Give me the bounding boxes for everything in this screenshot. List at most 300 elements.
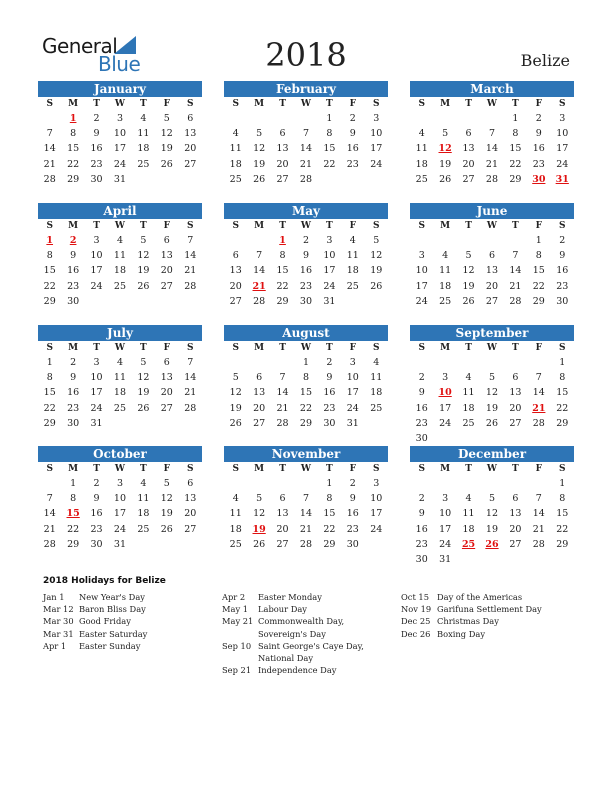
day-cell: 5: [465, 250, 472, 262]
day-cell: 31: [323, 295, 336, 307]
day-cell: 29: [43, 295, 56, 307]
day-cell: 20: [160, 387, 173, 399]
month-grid: [224, 219, 388, 309]
day-cell: 20: [509, 402, 522, 414]
month-header: May: [224, 203, 388, 219]
day-cell: 24: [90, 402, 103, 414]
day-cell: 12: [462, 265, 475, 277]
holiday-date: Apr 2: [222, 592, 246, 602]
day-cell: 8: [326, 493, 333, 505]
day-cell: 22: [276, 280, 289, 292]
day-cell: 28: [253, 295, 266, 307]
day-cell: 9: [93, 128, 100, 140]
empty-day-cell: [85, 294, 108, 309]
empty-day-cell: [527, 355, 550, 370]
day-cell: 24: [439, 538, 452, 550]
holiday-item: [401, 615, 571, 627]
day-cell: 18: [462, 402, 475, 414]
day-cell: 10: [370, 128, 383, 140]
weekday-label: M: [68, 343, 79, 353]
day-cell: 3: [116, 478, 123, 489]
month-january: [38, 81, 202, 187]
day-cell: 23: [415, 417, 428, 429]
empty-day-cell: [224, 111, 247, 126]
calendar-year: 2018: [265, 36, 347, 74]
day-cell: 24: [439, 417, 452, 429]
weekday-label: W: [300, 221, 312, 231]
empty-day-cell: [410, 476, 433, 491]
day-cell: 10: [90, 250, 103, 262]
weekday-label: W: [114, 464, 126, 474]
day-cell: 2: [93, 113, 100, 124]
holiday-name: Easter Monday: [258, 592, 322, 602]
day-cell: 30: [90, 173, 103, 185]
holiday-item: [222, 640, 392, 664]
day-cell: 31: [346, 417, 359, 429]
weekday-label: M: [68, 99, 79, 109]
month-april: [38, 203, 202, 309]
empty-day-cell: [179, 294, 202, 309]
weekday-label: S: [46, 343, 53, 353]
day-cell: 24: [370, 523, 383, 535]
day-cell: 18: [137, 508, 150, 520]
day-cell: 1: [535, 235, 542, 246]
holiday-name: Good Friday: [79, 616, 131, 627]
day-cell: 6: [187, 478, 194, 489]
empty-day-cell: [38, 111, 61, 126]
weekday-label: S: [558, 464, 566, 474]
holiday-name: Boxing Day: [437, 628, 486, 639]
day-cell: 3: [93, 357, 100, 368]
empty-day-cell: [433, 355, 456, 370]
day-cell: 8: [302, 372, 309, 384]
day-cell: 4: [349, 235, 356, 246]
weekday-label: S: [418, 464, 425, 474]
day-cell: 2: [70, 357, 77, 368]
weekday-label: W: [114, 99, 126, 109]
day-cell: 13: [276, 508, 289, 520]
day-cell: 19: [229, 402, 242, 414]
day-cell: 6: [187, 113, 194, 124]
weekday-label: T: [279, 221, 286, 231]
weekday-label: S: [418, 343, 425, 353]
day-cell: 25: [370, 402, 383, 414]
day-cell: 18: [415, 158, 428, 170]
day-cell: 5: [488, 493, 495, 505]
day-cell: 15: [43, 265, 56, 277]
day-cell: 28: [184, 280, 197, 292]
empty-day-cell: [527, 431, 550, 446]
day-cell: 4: [465, 493, 472, 505]
day-cell: 18: [229, 523, 242, 535]
day-cell: 23: [67, 402, 80, 414]
weekday-label: F: [349, 464, 357, 474]
month-grid: [38, 97, 202, 187]
empty-day-cell: [224, 355, 247, 370]
day-cell: 5: [256, 128, 263, 140]
day-cell: 14: [299, 143, 313, 155]
day-cell: 7: [535, 372, 542, 384]
holiday-date: Sep 21: [222, 665, 252, 676]
day-cell: 29: [67, 538, 80, 550]
day-cell: 20: [184, 143, 197, 155]
weekday-label: M: [254, 99, 265, 109]
day-cell: 17: [113, 143, 127, 155]
weekday-label: T: [326, 99, 333, 109]
month-header: March: [410, 81, 574, 97]
day-cell: 20: [485, 280, 499, 292]
empty-day-cell: [294, 111, 317, 126]
holiday-item: [43, 603, 213, 615]
day-cell: 14: [43, 508, 56, 520]
weekday-label: T: [279, 464, 286, 474]
day-cell: 26: [370, 280, 383, 292]
day-cell: 16: [67, 387, 80, 399]
empty-day-cell: [179, 537, 202, 552]
empty-day-cell: [155, 416, 178, 431]
day-cell: 12: [370, 250, 383, 262]
day-cell: 11: [229, 508, 242, 520]
day-cell: 4: [140, 478, 147, 489]
empty-day-cell: [155, 537, 178, 552]
day-cell: 17: [346, 387, 359, 399]
day-cell: 23: [346, 158, 359, 170]
holiday-day-cell: 21: [252, 280, 266, 292]
weekday-label: T: [512, 343, 519, 353]
day-cell: 7: [256, 250, 263, 262]
day-cell: 2: [418, 493, 425, 505]
day-cell: 23: [90, 158, 103, 170]
day-cell: 27: [276, 173, 289, 185]
day-cell: 13: [509, 508, 522, 520]
weekday-label: S: [372, 221, 380, 231]
day-cell: 7: [535, 493, 542, 505]
weekday-label: S: [418, 99, 425, 109]
day-cell: 23: [90, 523, 103, 535]
day-cell: 2: [326, 357, 333, 368]
day-cell: 9: [93, 493, 100, 505]
weekday-label: W: [300, 99, 312, 109]
month-may: [224, 203, 388, 309]
day-cell: 19: [439, 158, 452, 170]
empty-day-cell: [271, 476, 294, 491]
weekday-label: T: [93, 99, 100, 109]
holiday-name: Christmas Day: [437, 616, 499, 627]
day-cell: 29: [509, 173, 522, 185]
day-cell: 22: [532, 280, 545, 292]
weekday-label: T: [465, 464, 472, 474]
day-cell: 6: [512, 372, 519, 384]
weekday-label: S: [372, 343, 380, 353]
day-cell: 13: [160, 372, 173, 384]
day-cell: 10: [113, 493, 127, 505]
day-cell: 13: [276, 143, 289, 155]
day-cell: 7: [46, 493, 53, 505]
day-cell: 12: [485, 508, 499, 520]
day-cell: 24: [370, 158, 383, 170]
day-cell: 16: [346, 143, 359, 155]
holiday-column: [43, 591, 213, 652]
day-cell: 21: [509, 280, 522, 292]
empty-day-cell: [457, 111, 480, 126]
day-cell: 5: [140, 357, 147, 368]
day-cell: 4: [442, 250, 449, 262]
empty-day-cell: [504, 476, 527, 491]
weekday-label: S: [186, 464, 194, 474]
empty-day-cell: [551, 552, 574, 567]
day-cell: 10: [323, 250, 336, 262]
weekday-label: M: [440, 343, 451, 353]
day-cell: 26: [439, 173, 452, 185]
day-cell: 29: [556, 417, 569, 429]
day-cell: 2: [418, 372, 425, 384]
holiday-name: Easter Sunday: [79, 640, 141, 651]
month-header: April: [38, 203, 202, 219]
day-cell: 28: [299, 173, 313, 185]
day-cell: 31: [439, 553, 452, 565]
holiday-item: [401, 628, 571, 640]
day-cell: 4: [232, 128, 239, 140]
day-cell: 25: [346, 280, 359, 292]
day-cell: 25: [137, 158, 150, 170]
day-cell: 9: [70, 250, 77, 262]
empty-day-cell: [271, 355, 294, 370]
weekday-label: S: [186, 99, 194, 109]
day-cell: 27: [485, 295, 499, 307]
holiday-day-cell: 15: [66, 508, 80, 520]
weekday-label: F: [535, 221, 543, 231]
day-cell: 16: [90, 508, 103, 520]
empty-day-cell: [410, 355, 433, 370]
day-cell: 5: [373, 235, 380, 246]
logo-blue-text: Blue: [98, 52, 141, 76]
day-cell: 24: [346, 402, 359, 414]
day-cell: 16: [90, 143, 103, 155]
country-name: Belize: [520, 51, 570, 70]
month-grid: [410, 97, 574, 187]
weekday-label: W: [300, 464, 312, 474]
holiday-date: Apr 1: [43, 640, 67, 651]
month-july: [38, 325, 202, 431]
day-cell: 3: [349, 357, 356, 368]
day-cell: 1: [46, 357, 53, 368]
month-september: [410, 325, 574, 446]
empty-day-cell: [433, 476, 456, 491]
holiday-day-cell: 21: [532, 402, 546, 414]
day-cell: 12: [253, 508, 266, 520]
day-cell: 21: [299, 158, 313, 170]
holiday-item: [222, 615, 392, 639]
empty-day-cell: [480, 552, 503, 567]
day-cell: 23: [299, 280, 313, 292]
day-cell: 24: [323, 280, 336, 292]
weekday-label: T: [326, 221, 333, 231]
day-cell: 17: [415, 280, 428, 292]
day-cell: 1: [559, 478, 566, 489]
day-cell: 14: [253, 265, 266, 277]
day-cell: 14: [532, 387, 545, 399]
day-cell: 26: [253, 538, 266, 550]
holiday-date: Mar 30: [43, 616, 74, 627]
day-cell: 12: [253, 143, 266, 155]
empty-day-cell: [247, 476, 270, 491]
day-cell: 6: [163, 235, 170, 246]
holiday-day-cell: 1: [69, 113, 77, 124]
empty-day-cell: [527, 552, 550, 567]
empty-day-cell: [155, 172, 178, 187]
empty-day-cell: [132, 416, 155, 431]
day-cell: 13: [229, 265, 242, 277]
weekday-label: S: [46, 464, 53, 474]
day-cell: 29: [323, 538, 336, 550]
day-cell: 11: [462, 508, 475, 520]
day-cell: 8: [70, 128, 77, 140]
day-cell: 29: [299, 417, 313, 429]
weekday-label: F: [163, 343, 171, 353]
weekday-label: T: [279, 99, 286, 109]
day-cell: 11: [137, 128, 150, 140]
day-cell: 26: [229, 417, 242, 429]
weekday-label: T: [279, 343, 286, 353]
empty-day-cell: [365, 537, 388, 552]
day-cell: 9: [349, 128, 356, 140]
day-cell: 10: [556, 128, 569, 140]
day-cell: 7: [46, 128, 53, 140]
day-cell: 11: [462, 387, 475, 399]
day-cell: 16: [532, 143, 545, 155]
day-cell: 19: [160, 508, 173, 520]
month-header: October: [38, 446, 202, 462]
day-cell: 23: [556, 280, 569, 292]
day-cell: 15: [556, 387, 569, 399]
day-cell: 4: [232, 493, 239, 505]
day-cell: 5: [488, 372, 495, 384]
day-cell: 13: [160, 250, 173, 262]
day-cell: 2: [93, 478, 100, 489]
day-cell: 13: [253, 387, 266, 399]
weekday-label: T: [465, 343, 472, 353]
weekday-label: T: [140, 343, 147, 353]
day-cell: 2: [349, 113, 356, 124]
day-cell: 1: [70, 478, 77, 489]
day-cell: 16: [323, 387, 336, 399]
day-cell: 21: [43, 158, 56, 170]
day-cell: 23: [532, 158, 545, 170]
empty-day-cell: [132, 294, 155, 309]
empty-day-cell: [108, 416, 131, 431]
weekday-label: W: [486, 221, 498, 231]
day-cell: 3: [442, 493, 449, 505]
empty-day-cell: [504, 233, 527, 248]
empty-day-cell: [132, 537, 155, 552]
day-cell: 12: [485, 387, 499, 399]
day-cell: 14: [43, 143, 56, 155]
day-cell: 18: [462, 523, 475, 535]
empty-day-cell: [318, 172, 341, 187]
month-grid: [38, 341, 202, 431]
day-cell: 1: [326, 478, 333, 489]
day-cell: 15: [323, 143, 336, 155]
month-march: [410, 81, 574, 187]
day-cell: 9: [70, 372, 77, 384]
day-cell: 2: [349, 478, 356, 489]
day-cell: 22: [67, 158, 80, 170]
day-cell: 11: [137, 493, 150, 505]
weekday-label: S: [558, 99, 566, 109]
day-cell: 23: [415, 538, 428, 550]
weekday-label: F: [349, 221, 357, 231]
empty-day-cell: [365, 416, 388, 431]
weekday-label: M: [440, 221, 451, 231]
day-cell: 25: [229, 538, 242, 550]
day-cell: 27: [229, 295, 242, 307]
day-cell: 14: [276, 387, 289, 399]
day-cell: 21: [43, 523, 56, 535]
empty-day-cell: [155, 294, 178, 309]
weekday-label: T: [326, 464, 333, 474]
day-cell: 30: [415, 553, 428, 565]
holiday-day-cell: 2: [69, 235, 77, 246]
empty-day-cell: [224, 233, 247, 248]
day-cell: 30: [299, 295, 313, 307]
day-cell: 19: [485, 402, 499, 414]
day-cell: 31: [90, 417, 103, 429]
day-cell: 14: [532, 508, 545, 520]
day-cell: 28: [184, 402, 197, 414]
day-cell: 11: [113, 372, 127, 384]
weekday-label: T: [326, 343, 333, 353]
day-cell: 10: [346, 372, 359, 384]
day-cell: 11: [346, 250, 359, 262]
month-august: [224, 325, 388, 431]
weekday-label: F: [535, 99, 543, 109]
day-cell: 28: [43, 538, 56, 550]
day-cell: 25: [415, 173, 428, 185]
holiday-name: Easter Saturday: [79, 628, 148, 639]
day-cell: 6: [232, 250, 239, 262]
holidays-title: 2018 Holidays for Belize: [43, 576, 166, 586]
empty-day-cell: [480, 431, 503, 446]
day-cell: 9: [535, 128, 542, 140]
day-cell: 8: [279, 250, 286, 262]
month-grid: [224, 462, 388, 552]
day-cell: 4: [116, 357, 123, 368]
month-february: [224, 81, 388, 187]
day-cell: 14: [485, 143, 499, 155]
day-cell: 16: [67, 265, 80, 277]
day-cell: 9: [326, 372, 333, 384]
weekday-label: S: [558, 343, 566, 353]
day-cell: 30: [556, 295, 569, 307]
empty-day-cell: [294, 476, 317, 491]
day-cell: 8: [512, 128, 519, 140]
weekday-label: S: [372, 99, 380, 109]
day-cell: 18: [370, 387, 383, 399]
holiday-date: Sep 10: [222, 640, 252, 651]
holiday-item: [401, 603, 571, 615]
day-cell: 3: [116, 113, 123, 124]
holiday-item: [43, 628, 213, 640]
day-cell: 12: [160, 493, 173, 505]
holiday-column: [222, 591, 392, 676]
holiday-day-cell: 12: [438, 143, 452, 155]
holiday-item: [222, 591, 392, 603]
day-cell: 5: [163, 478, 170, 489]
empty-day-cell: [38, 476, 61, 491]
day-cell: 11: [439, 265, 452, 277]
day-cell: 26: [137, 402, 150, 414]
day-cell: 11: [370, 372, 383, 384]
